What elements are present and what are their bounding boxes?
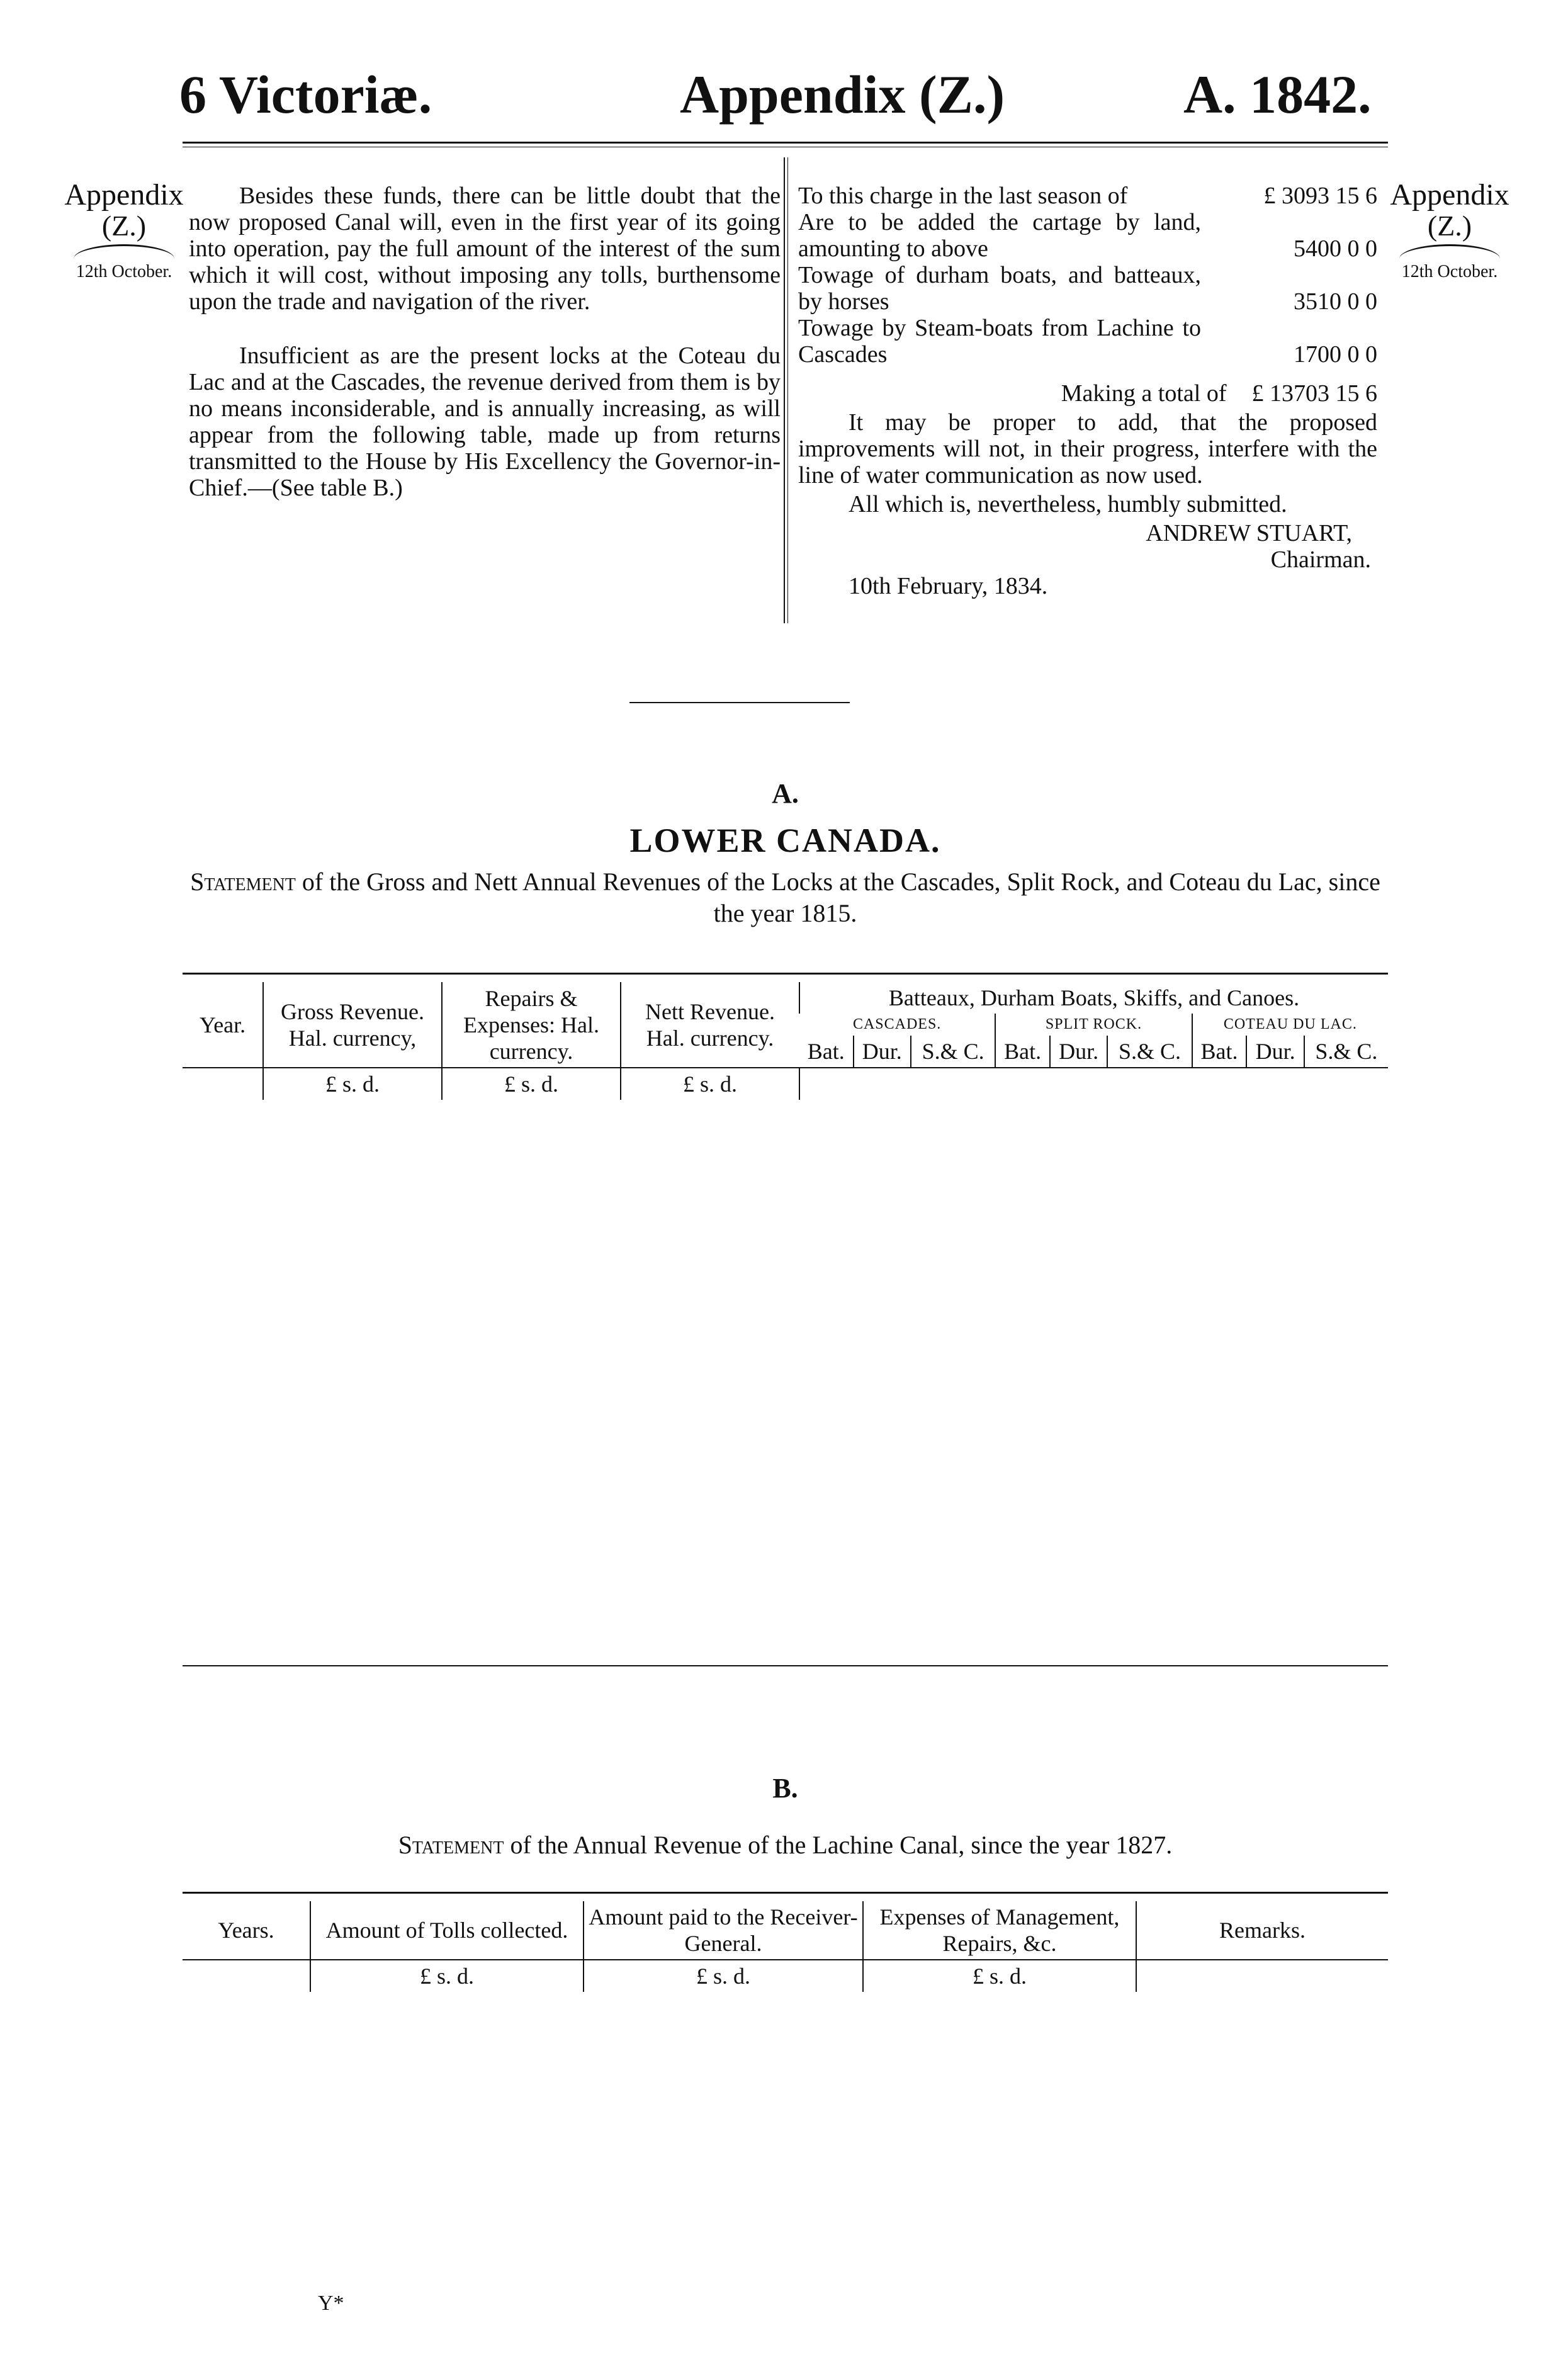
table-b-top-rule [183, 1892, 1388, 1894]
charge-line [798, 262, 1377, 315]
unit-lsd: £ s. d. [442, 1068, 621, 1100]
charge-text: To this charge in the last season of [798, 183, 1128, 209]
header-appendix: Appendix (Z.) [680, 64, 1005, 125]
unit-lsd: £ s. d. [263, 1068, 442, 1100]
caption-text: of the Gross and Nett Annual Revenues of the Locks at the Cascades, Split Rock, and Coteau du Lac, since the year 1815. [302, 868, 1380, 927]
table-a-top-rule [183, 973, 1388, 975]
left-text-column [189, 183, 781, 529]
charge-line [798, 183, 1377, 209]
col-group-boats: Batteaux, Durham Boats, Skiffs, and Canoes. [799, 982, 1388, 1014]
table-a-bottom-rule [183, 1665, 1388, 1666]
right-paragraph: It may be proper to add, that the proposed improvements will not, in their progress, interfere with the line of water communication as now used. [798, 409, 1377, 489]
charge-text: Towage by Steam-boats from Lachine to Cascades [798, 315, 1201, 368]
footer-signature-mark: Y* [318, 2292, 344, 2315]
side-brace [74, 244, 174, 259]
table-b-caption [183, 1772, 1388, 1861]
col-paid: Amount paid to the Receiver-General. [584, 1901, 863, 1960]
table-a-title: LOWER CANADA. [629, 822, 941, 859]
col-tolls: Amount of Tolls collected. [310, 1901, 584, 1960]
column-divider [784, 157, 785, 623]
charge-text: Towage of durham boats, and batteaux, by horses [798, 262, 1201, 315]
charge-line [798, 315, 1377, 368]
left-paragraph: Insufficient as are the present locks at the Coteau du Lac and at the Cascades, the revenue derived from them is by no means inconsiderable, and is annually increasing, as will appear from the following table, made up from returns transmitted to the House by His Excellency the Governor-in-Chief.—(See table B.) [189, 342, 781, 501]
header-volume: A. 1842. [1183, 64, 1372, 125]
col-dur: Dur. [1050, 1036, 1107, 1068]
total-amount: £ 13703 15 6 [1251, 380, 1377, 407]
col-nett: Nett Revenue. Hal. currency. [621, 982, 799, 1068]
col-remarks: Remarks. [1136, 1901, 1388, 1960]
unit-blank [799, 1068, 1388, 1100]
charge-text: Are to be added the cartage by land, amounting to above [798, 209, 1201, 262]
side-note-left [58, 179, 190, 281]
right-text-column [798, 183, 1377, 599]
side-date: 12th October. [1401, 261, 1498, 281]
col-expenses: Expenses of Management, Repairs, &c. [863, 1901, 1136, 1960]
unit-lsd: £ s. d. [310, 1960, 584, 1992]
caption-text: of the Annual Revenue of the Lachine Canal, since the year 1827. [510, 1831, 1173, 1859]
charge-amount: £ 3093 15 6 [1263, 183, 1377, 209]
statement-word: Statement [398, 1831, 504, 1859]
col-split-rock: SPLIT ROCK. [995, 1014, 1192, 1036]
report-date: 10th February, 1834. [849, 573, 1048, 599]
charge-amount: 1700 0 0 [1294, 341, 1377, 368]
unit-lsd: £ s. d. [584, 1960, 863, 1992]
header-session: 6 Victoriæ. [179, 64, 432, 125]
unit-blank [183, 1068, 263, 1100]
charge-amount: 5400 0 0 [1294, 235, 1377, 262]
table-b-subtitle [183, 1829, 1388, 1861]
col-sc: S.& C. [1304, 1036, 1388, 1068]
signer-name: ANDREW STUART, [1146, 520, 1352, 546]
col-gross: Gross Revenue. Hal. currency, [263, 982, 442, 1068]
section-rule [629, 702, 850, 703]
unit-blank [1136, 1960, 1388, 1992]
table-a-letter: A. [772, 778, 799, 809]
header-rule [183, 142, 1388, 144]
side-appendix-letter: (Z.) [101, 210, 147, 242]
signer-title: Chairman. [1270, 546, 1371, 573]
table-b-letter: B. [772, 1773, 798, 1804]
col-bat: Bat. [807, 1039, 845, 1064]
col-dur: Dur. [854, 1036, 911, 1068]
unit-lsd: £ s. d. [863, 1960, 1136, 1992]
col-years: Years. [218, 1918, 274, 1943]
side-appendix-label: Appendix [1390, 178, 1509, 212]
statement-word: Statement [190, 868, 296, 896]
total-line [798, 380, 1377, 407]
col-sc: S.& C. [911, 1036, 995, 1068]
col-sc: S.& C. [1107, 1036, 1192, 1068]
col-coteau: COTEAU DU LAC. [1192, 1014, 1388, 1036]
col-bat: Bat. [1192, 1036, 1247, 1068]
col-bat: Bat. [995, 1036, 1050, 1068]
table-a-caption [183, 777, 1388, 929]
col-repairs: Repairs & Expenses: Hal. currency. [442, 982, 621, 1068]
charge-line [798, 209, 1377, 262]
table-a-subtitle [183, 866, 1388, 929]
col-year: Year. [199, 1012, 246, 1037]
col-cascades: CASCADES. [852, 1016, 942, 1032]
side-note-right [1377, 179, 1522, 281]
side-date: 12th October. [76, 261, 172, 281]
table-b-header [183, 1901, 1388, 1992]
right-paragraph: All which is, nevertheless, humbly submitted. [849, 491, 1287, 517]
unit-lsd: £ s. d. [621, 1068, 799, 1100]
left-paragraph: Besides these funds, there can be little doubt that the now proposed Canal will, even in the first year of its going into operation, pay the full amount of the interest of the sum which it will cost, without imposing any tolls, burthensome upon the trade and navigation of the river. [189, 183, 781, 315]
side-appendix-label: Appendix [64, 178, 184, 212]
unit-blank [183, 1960, 310, 1992]
side-brace [1399, 244, 1500, 259]
charge-amount: 3510 0 0 [1294, 288, 1377, 315]
column-divider-thin [787, 157, 788, 623]
table-a-header [183, 982, 1388, 1100]
total-label: Making a total of [1061, 380, 1227, 407]
side-appendix-letter: (Z.) [1427, 210, 1472, 242]
col-dur: Dur. [1246, 1036, 1304, 1068]
